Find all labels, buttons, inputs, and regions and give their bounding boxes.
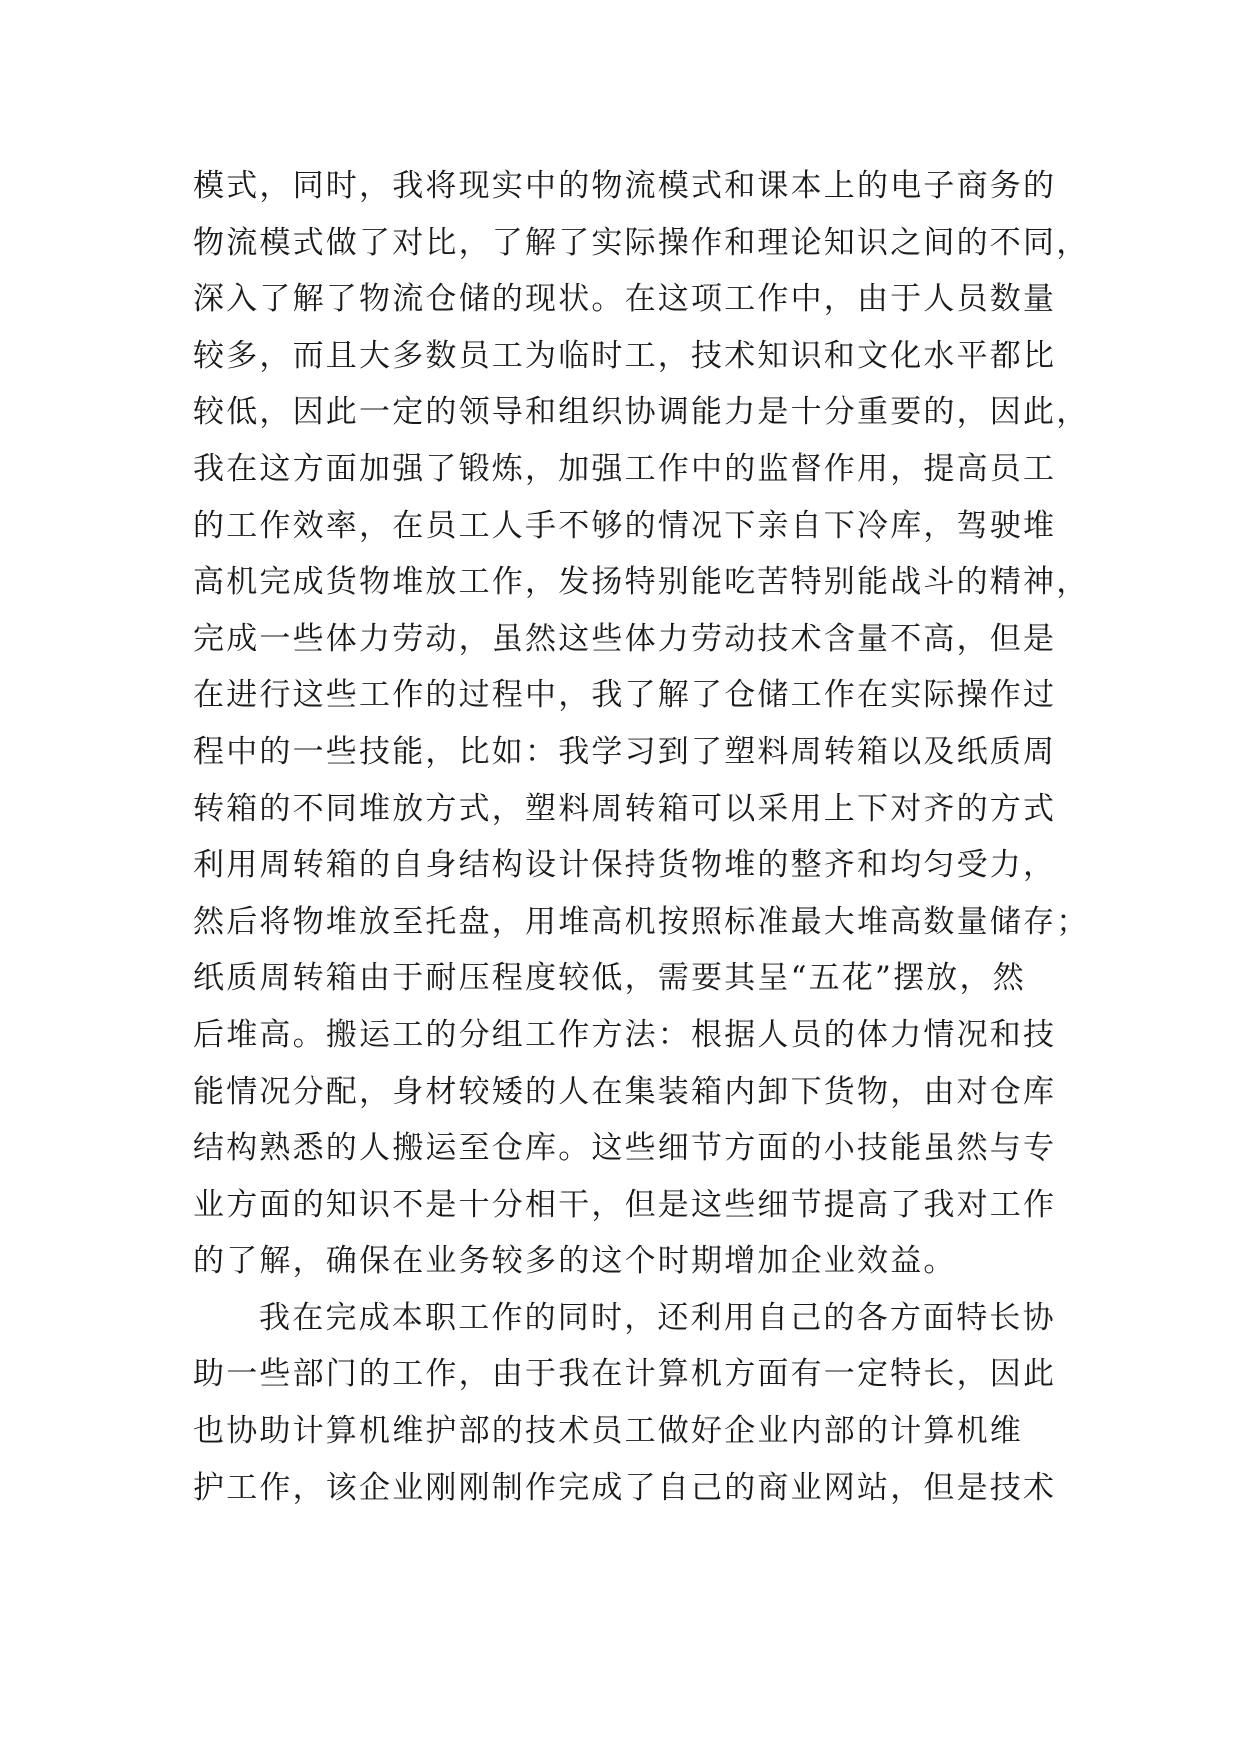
text-line: 结构熟悉的人搬运至仓库。这些细节方面的小技能虽然与专 bbox=[193, 1130, 1057, 1167]
text-line: 较多，而且大多数员工为临时工，技术知识和文化水平都比 bbox=[193, 337, 1057, 374]
text-line: 较低，因此一定的领导和组织协调能力是十分重要的，因此， bbox=[193, 394, 1090, 431]
text-line: 护工作，该企业刚刚制作完成了自己的商业网站，但是技术 bbox=[193, 1469, 1057, 1506]
text-line: 模式，同时，我将现实中的物流模式和课本上的电子商务的 bbox=[193, 168, 1057, 204]
text-line: 完成一些体力劳动，虽然这些体力劳动技术含量不高，但是 bbox=[193, 620, 1057, 657]
text-line: 助一些部门的工作，由于我在计算机方面有一定特长，因此 bbox=[193, 1356, 1057, 1393]
text-line: 高机完成货物堆放工作，发扬特别能吃苦特别能战斗的精神， bbox=[193, 564, 1090, 601]
paragraph-start-line: 我在完成本职工作的同时，还利用自己的各方面特长协 bbox=[259, 1299, 1056, 1336]
text-line: 程中的一些技能，比如：我学习到了塑料周转箱以及纸质周 bbox=[193, 733, 1057, 770]
text-line: 利用周转箱的自身结构设计保持货物堆的整齐和均匀受力， bbox=[193, 847, 1057, 884]
text-line: 的了解，确保在业务较多的这个时期增加企业效益。 bbox=[193, 1243, 957, 1280]
text-line: 我在这方面加强了锻炼，加强工作中的监督作用，提高员工 bbox=[193, 450, 1057, 487]
body-text bbox=[193, 158, 1090, 1516]
text-line: 然后将物堆放至托盘，用堆高机按照标准最大堆高数量储存； bbox=[193, 903, 1090, 940]
text-line: 也协助计算机维护部的技术员工做好企业内部的计算机维 bbox=[193, 1413, 1023, 1450]
text-line: 物流模式做了对比，了解了实际操作和理论知识之间的不同， bbox=[193, 224, 1090, 261]
text-line: 在进行这些工作的过程中，我了解了仓储工作在实际操作过 bbox=[193, 677, 1057, 714]
text-line: 深入了解了物流仓储的现状。在这项工作中，由于人员数量 bbox=[193, 281, 1057, 318]
text-line: 能情况分配，身材较矮的人在集装箱内卸下货物，由对仓库 bbox=[193, 1073, 1057, 1110]
text-line: 后堆高。搬运工的分组工作方法：根据人员的体力情况和技 bbox=[193, 1016, 1057, 1053]
text-line: 的工作效率，在员工人手不够的情况下亲自下冷库，驾驶堆 bbox=[193, 507, 1057, 544]
text-line: 纸质周转箱由于耐压程度较低，需要其呈“五花”摆放，然 bbox=[193, 960, 1026, 997]
text-line: 业方面的知识不是十分相干，但是这些细节提高了我对工作 bbox=[193, 1186, 1057, 1223]
text-line: 转箱的不同堆放方式，塑料周转箱可以采用上下对齐的方式 bbox=[193, 790, 1057, 827]
